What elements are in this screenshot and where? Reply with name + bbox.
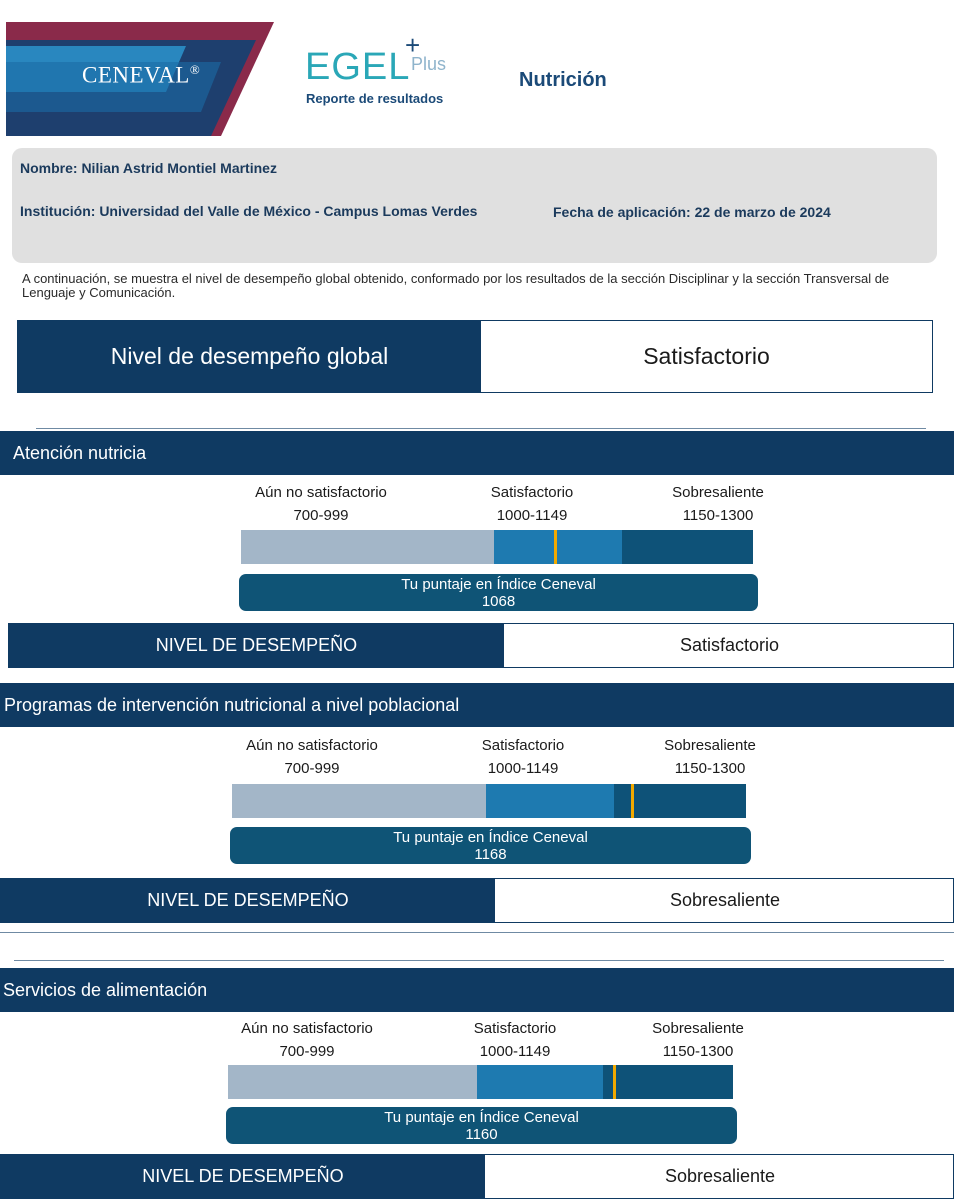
- global-level-box: [17, 320, 933, 393]
- level-label: NIVEL DE DESEMPEÑO: [9, 624, 504, 667]
- egel-title: EGEL: [305, 46, 411, 88]
- application-date: Fecha de aplicación: 22 de marzo de 2024: [553, 204, 831, 220]
- level-row: [0, 1154, 954, 1199]
- score-marker: [631, 784, 634, 818]
- score-pill: Tu puntaje en Índice Ceneval 1160: [226, 1107, 737, 1144]
- section-title: Servicios de alimentación: [3, 979, 208, 1000]
- legend-high: Sobresaliente 1150-1300: [652, 1020, 744, 1060]
- section-header: [0, 683, 954, 727]
- legend-mid: Satisfactorio 1000-1149: [473, 1020, 557, 1060]
- score-marker: [554, 530, 557, 564]
- legend-mid: Satisfactorio 1000-1149: [481, 737, 565, 777]
- scale-low-segment: [228, 1065, 477, 1099]
- section-header: [0, 431, 954, 475]
- level-value: Sobresaliente: [669, 890, 781, 910]
- divider: [36, 428, 926, 429]
- legend-mid: Satisfactorio 1000-1149: [490, 484, 574, 524]
- intro-text: A continuación, se muestra el nivel de desempeño global obtenido, conformado por los resultados de la sección Disciplinar y la sección Transversal de Lenguaje y Comunicación.: [22, 271, 890, 300]
- legend-low: Aún no satisfactorio 700-999: [246, 737, 378, 777]
- scale-high-segment: [603, 1065, 733, 1099]
- field-title: Nutrición: [519, 69, 607, 91]
- global-level-label: Nivel de desempeño global: [18, 321, 481, 392]
- level-label: NIVEL DE DESEMPEÑO: [1, 1155, 485, 1198]
- score-value: 1168: [474, 846, 507, 863]
- section-header: [0, 968, 954, 1012]
- plus-icon: +: [405, 30, 421, 60]
- global-level-value: Satisfactorio: [643, 343, 770, 369]
- scale-mid-segment: [486, 784, 614, 818]
- scale-high-segment: [622, 530, 753, 564]
- student-name: Nombre: Nilian Astrid Montiel Martinez: [20, 160, 277, 176]
- score-value: 1068: [481, 593, 516, 610]
- score-pill: Tu puntaje en Índice Ceneval 1168: [230, 827, 751, 864]
- scale-mid-segment: [494, 530, 622, 564]
- legend-high: Sobresaliente 1150-1300: [664, 737, 756, 777]
- section-title: Atención nutricia: [13, 442, 147, 463]
- score-value: 1160: [465, 1126, 498, 1143]
- score-scale: [232, 784, 746, 818]
- legend-low: Aún no satisfactorio 700-999: [255, 484, 387, 524]
- level-value: Satisfactorio: [679, 635, 780, 655]
- legend-low: Aún no satisfactorio 700-999: [241, 1020, 373, 1060]
- score-marker: [613, 1065, 616, 1099]
- institution: Institución: Universidad del Valle de México - Campus Lomas Verdes: [20, 203, 478, 219]
- score-scale: [241, 530, 753, 564]
- scale-mid-segment: [477, 1065, 603, 1099]
- level-row: [8, 623, 954, 668]
- level-row: [0, 878, 954, 923]
- divider: [14, 960, 944, 961]
- level-label: NIVEL DE DESEMPEÑO: [1, 879, 495, 922]
- scale-low-segment: [232, 784, 486, 818]
- section-title: Programas de intervención nutricional a nivel poblacional: [4, 694, 460, 715]
- score-scale: [228, 1065, 733, 1099]
- report-subtitle: Reporte de resultados: [306, 91, 444, 106]
- divider: [0, 932, 954, 933]
- ceneval-logo-text: CENEVAL®: [82, 62, 201, 88]
- scale-low-segment: [241, 530, 494, 564]
- level-value: Sobresaliente: [664, 1166, 776, 1186]
- legend-high: Sobresaliente 1150-1300: [672, 484, 764, 524]
- score-pill: Tu puntaje en Índice Ceneval 1068: [239, 574, 758, 611]
